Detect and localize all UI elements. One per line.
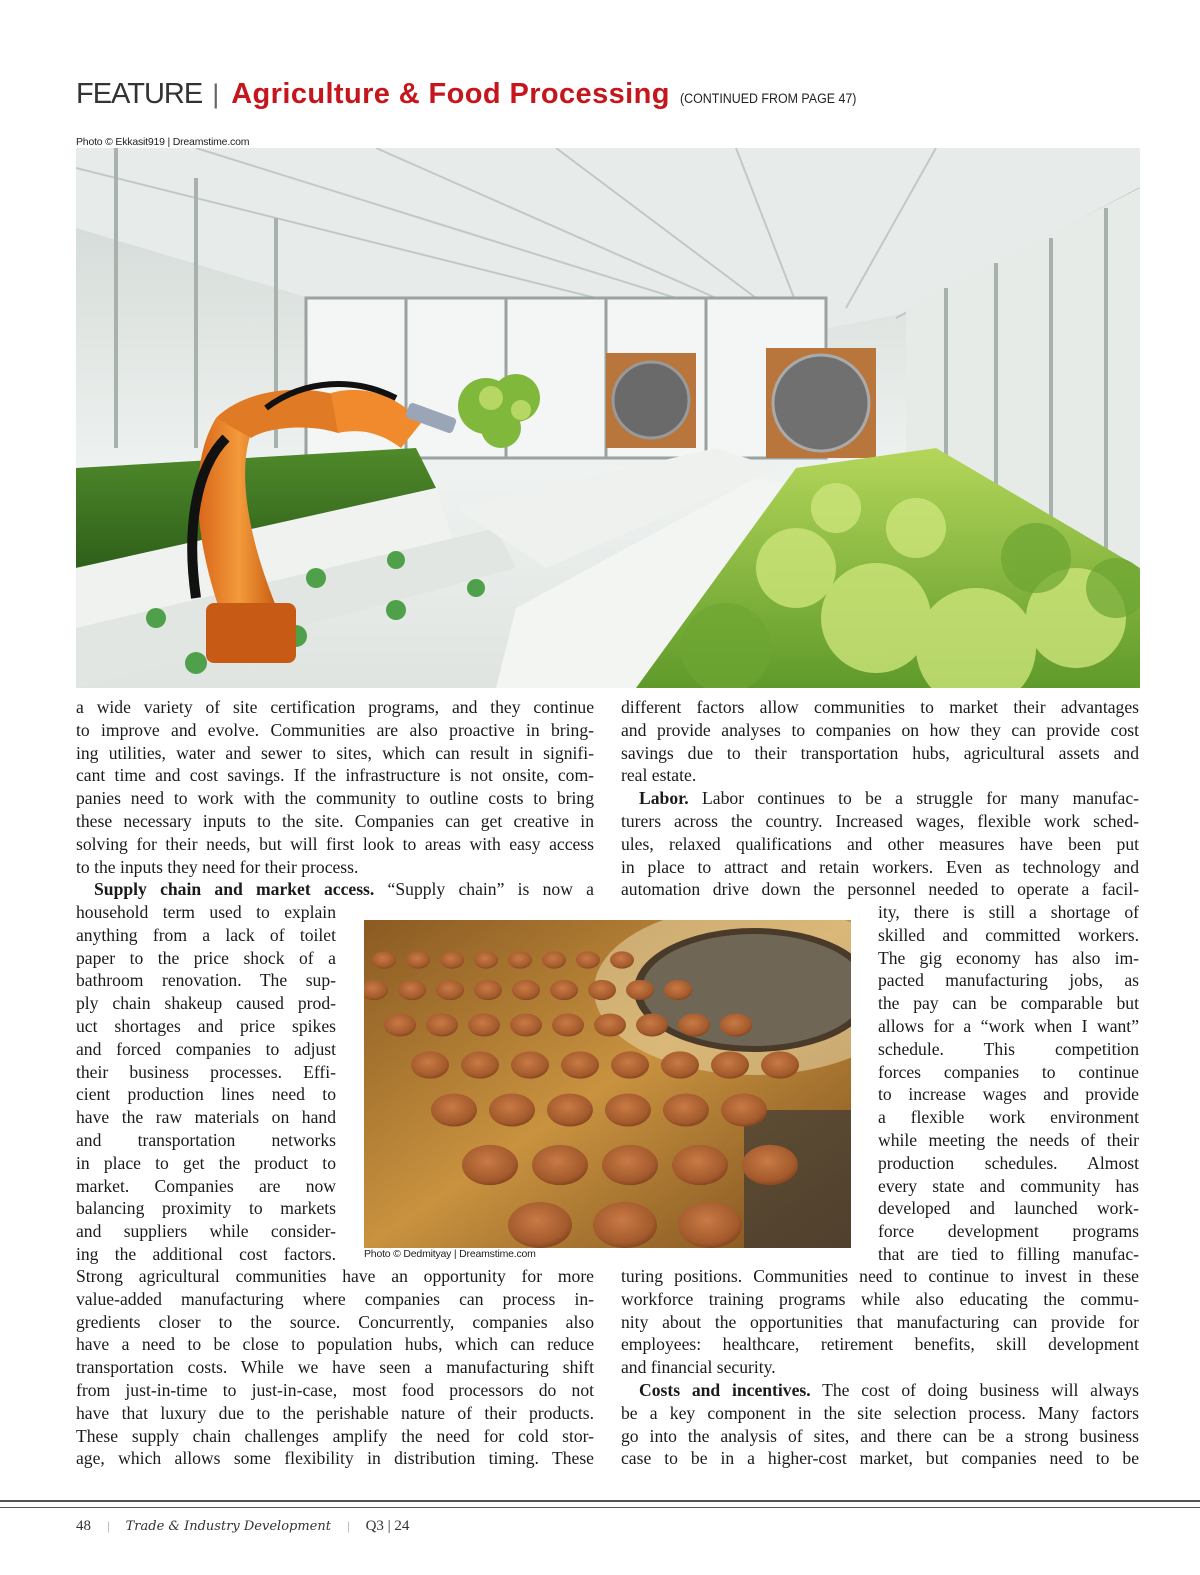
publication-name: Trade & Industry Development — [125, 1519, 331, 1534]
text-line: and provide analyses to companies on how they can provide cost — [621, 719, 1139, 740]
text-line: cient production lines need to — [76, 1084, 336, 1105]
cookie — [576, 951, 600, 968]
text-line: to improve and evolve. Communities are also proactive in bring- — [76, 719, 594, 740]
cookie — [508, 951, 532, 968]
text-line: Strong agricultural communities have an opportunity for more — [76, 1266, 594, 1286]
text-line: skilled and committed workers. — [878, 924, 1139, 945]
text-line: be a key component in the site selection process. Many factors — [621, 1402, 1139, 1423]
text-line: ing the additional cost factors. — [76, 1243, 336, 1264]
text-line: schedule. This competition — [878, 1038, 1139, 1059]
text-line: bathroom renovation. The sup- — [76, 970, 336, 991]
cookie — [678, 1202, 742, 1248]
column-right-top — [621, 696, 1139, 901]
text-line: gredients closer to the source. Concurrently, companies also — [76, 1311, 594, 1332]
costs-heading: Costs and incentives. — [639, 1379, 811, 1400]
cookie — [593, 1202, 657, 1248]
cookie — [663, 1093, 709, 1126]
cookie — [462, 1145, 518, 1185]
cookie — [468, 1013, 500, 1036]
column-left-top — [76, 696, 594, 901]
cookie — [636, 1013, 668, 1036]
cookie — [461, 1051, 499, 1078]
inset-photo-credit: Photo © Dedmityay | Dreamstime.com — [364, 1248, 536, 1260]
labor-paragraph-start — [621, 787, 1139, 810]
text-line: pacted manufacturing jobs, as — [878, 970, 1139, 991]
cookie — [406, 951, 430, 968]
text-line: a wide variety of site certification programs, and they continue — [76, 697, 594, 717]
cookie — [761, 1051, 799, 1078]
text-line: to the inputs they need for their process. — [76, 856, 359, 877]
cookie — [372, 951, 396, 968]
text-line: age, which allows some flexibility in distribution timing. These — [76, 1448, 594, 1469]
text-line: allows for a “work when I want” — [878, 1015, 1139, 1036]
text-line: have that luxury due to the perishable nature of their products. — [76, 1402, 594, 1423]
cookie — [532, 1145, 588, 1185]
text-line: These supply chain challenges amplify the need for cold stor- — [76, 1425, 594, 1446]
text-fragment: “Supply chain” is now a — [374, 879, 594, 900]
text-line: in place to get the product to — [76, 1152, 336, 1173]
section-label: FEATURE — [76, 78, 203, 110]
cookie — [511, 1051, 549, 1078]
text-line: developed and launched work- — [878, 1198, 1139, 1219]
text-line: production schedules. Almost — [878, 1152, 1139, 1173]
text-line: that are tied to filling manufac- — [878, 1243, 1139, 1264]
text-line: paper to the price shock of a — [76, 947, 336, 968]
text-line: real estate. — [621, 765, 697, 786]
text-line: to increase wages and provide — [878, 1084, 1139, 1105]
cookie — [672, 1145, 728, 1185]
text-line: the pay can be comparable but — [878, 993, 1139, 1014]
cookie — [661, 1051, 699, 1078]
column-right-wrap — [878, 901, 1139, 1266]
cookie — [605, 1093, 651, 1126]
cookie — [602, 1145, 658, 1185]
cookie — [664, 980, 692, 1000]
cookie — [510, 1013, 542, 1036]
text-line: different factors allow communities to market their advantages — [621, 697, 1139, 717]
cookie — [594, 1013, 626, 1036]
cookie-production-photo — [364, 920, 851, 1248]
column-right-bottom — [621, 1265, 1139, 1470]
cookie — [440, 951, 464, 968]
text-line: and financial security. — [621, 1357, 776, 1378]
cookie — [436, 980, 464, 1000]
footer-rule — [0, 1500, 1200, 1508]
page-footer — [76, 1518, 409, 1535]
cookie — [711, 1051, 749, 1078]
column-left-bottom — [76, 1265, 594, 1470]
cookie — [489, 1093, 535, 1126]
page-number: 48 — [76, 1518, 91, 1534]
text-line: force development programs — [878, 1221, 1139, 1242]
cookie — [742, 1145, 798, 1185]
text-line: case to be in a higher-cost market, but companies need to be — [621, 1448, 1139, 1469]
cookie — [721, 1093, 767, 1126]
text-line: from just-in-time to just-in-case, most food processors do not — [76, 1379, 594, 1400]
cookie — [611, 1051, 649, 1078]
footer-separator: | — [346, 1518, 350, 1533]
page-header — [76, 78, 872, 111]
text-line: anything from a lack of toilet — [76, 924, 336, 945]
text-line: nity about the opportunities that manufacturing can provide for — [621, 1311, 1139, 1332]
text-line: their business processes. Effi- — [76, 1061, 336, 1082]
text-line: solving for their needs, but will first look to areas with easy access — [76, 833, 594, 854]
topic-title: Agriculture & Food Processing — [231, 78, 670, 110]
text-line: employees: healthcare, retirement benefits, skill development — [621, 1334, 1139, 1355]
text-line: cant time and cost savings. If the infrastructure is not onsite, com- — [76, 765, 594, 786]
cookie — [626, 980, 654, 1000]
text-line: in place to attract and retain workers. Even as technology and — [621, 856, 1139, 877]
text-line: and transportation networks — [76, 1129, 336, 1150]
labor-heading: Labor. — [639, 788, 689, 809]
cookie — [474, 980, 502, 1000]
cookie — [384, 1013, 416, 1036]
cookie — [512, 980, 540, 1000]
text-line: transportation costs. While we have seen a manufacturing shift — [76, 1357, 594, 1378]
text-line: value-added manufacturing where companies can process in- — [76, 1288, 594, 1309]
cookie — [547, 1093, 593, 1126]
text-line: forces companies to continue — [878, 1061, 1139, 1082]
cookie — [508, 1202, 572, 1248]
header-separator: | — [212, 79, 220, 109]
cookie — [720, 1013, 752, 1036]
text-line: household term used to explain — [76, 902, 336, 922]
cookie — [474, 951, 498, 968]
cookie — [411, 1051, 449, 1078]
cookie — [426, 1013, 458, 1036]
text-line: go into the analysis of sites, and there can be a strong business — [621, 1425, 1139, 1446]
text-line: uct shortages and price spikes — [76, 1015, 336, 1036]
text-line: ing utilities, water and sewer to sites, which can result in signifi- — [76, 742, 594, 763]
text-line: a flexible work environment — [878, 1107, 1139, 1128]
text-line: turers across the country. Increased wages, flexible work sched- — [621, 810, 1139, 831]
supply-chain-heading: Supply chain and market access. — [94, 879, 375, 900]
cookie — [610, 951, 634, 968]
cookie — [550, 980, 578, 1000]
text-line: automation drive down the personnel needed to operate a facil- — [621, 879, 1139, 900]
supply-chain-paragraph-start — [76, 878, 594, 901]
footer-separator: | — [107, 1518, 110, 1533]
text-line: ity, there is still a shortage of — [878, 902, 1139, 922]
continued-note: (CONTINUED FROM PAGE 47) — [679, 91, 857, 106]
text-fragment: Labor continues to be a struggle for many manufac- — [688, 788, 1139, 809]
cookie — [431, 1093, 477, 1126]
cookie — [588, 980, 616, 1000]
text-line: and suppliers while consider- — [76, 1221, 336, 1242]
cookie — [398, 980, 426, 1000]
text-line: and forced companies to adjust — [76, 1038, 336, 1059]
text-line: balancing proximity to markets — [76, 1198, 336, 1219]
issue-label: Q3 | 24 — [365, 1518, 410, 1534]
text-line: panies need to work with the community to outline costs to bring — [76, 788, 594, 809]
text-line: these necessary inputs to the site. Companies can get creative in — [76, 810, 594, 831]
cookie — [552, 1013, 584, 1036]
text-line: while meeting the needs of their — [878, 1129, 1139, 1150]
text-line: turing positions. Communities need to continue to invest in these — [621, 1266, 1139, 1286]
text-line: ules, relaxed qualifications and other measures have been put — [621, 833, 1139, 854]
main-photo-credit: Photo © Ekkasit919 | Dreamstime.com — [76, 136, 250, 148]
text-line: The gig economy has also im- — [878, 947, 1139, 968]
text-line: workforce training programs while also educating the commu- — [621, 1288, 1139, 1309]
text-line: market. Companies are now — [76, 1175, 336, 1196]
text-line: savings due to their transportation hubs, agricultural assets and — [621, 742, 1139, 763]
cookie — [561, 1051, 599, 1078]
text-line: ply chain shakeup caused prod- — [76, 993, 336, 1014]
cookie — [678, 1013, 710, 1036]
cookie — [542, 951, 566, 968]
greenhouse-robot-photo — [76, 148, 1140, 688]
column-left-wrap — [76, 901, 336, 1266]
text-line: have a need to be close to population hubs, which can reduce — [76, 1334, 594, 1355]
text-fragment: The cost of doing business will always — [810, 1379, 1139, 1400]
costs-paragraph-start — [621, 1379, 1139, 1402]
text-line: every state and community has — [878, 1175, 1139, 1196]
text-line: have the raw materials on hand — [76, 1107, 336, 1128]
